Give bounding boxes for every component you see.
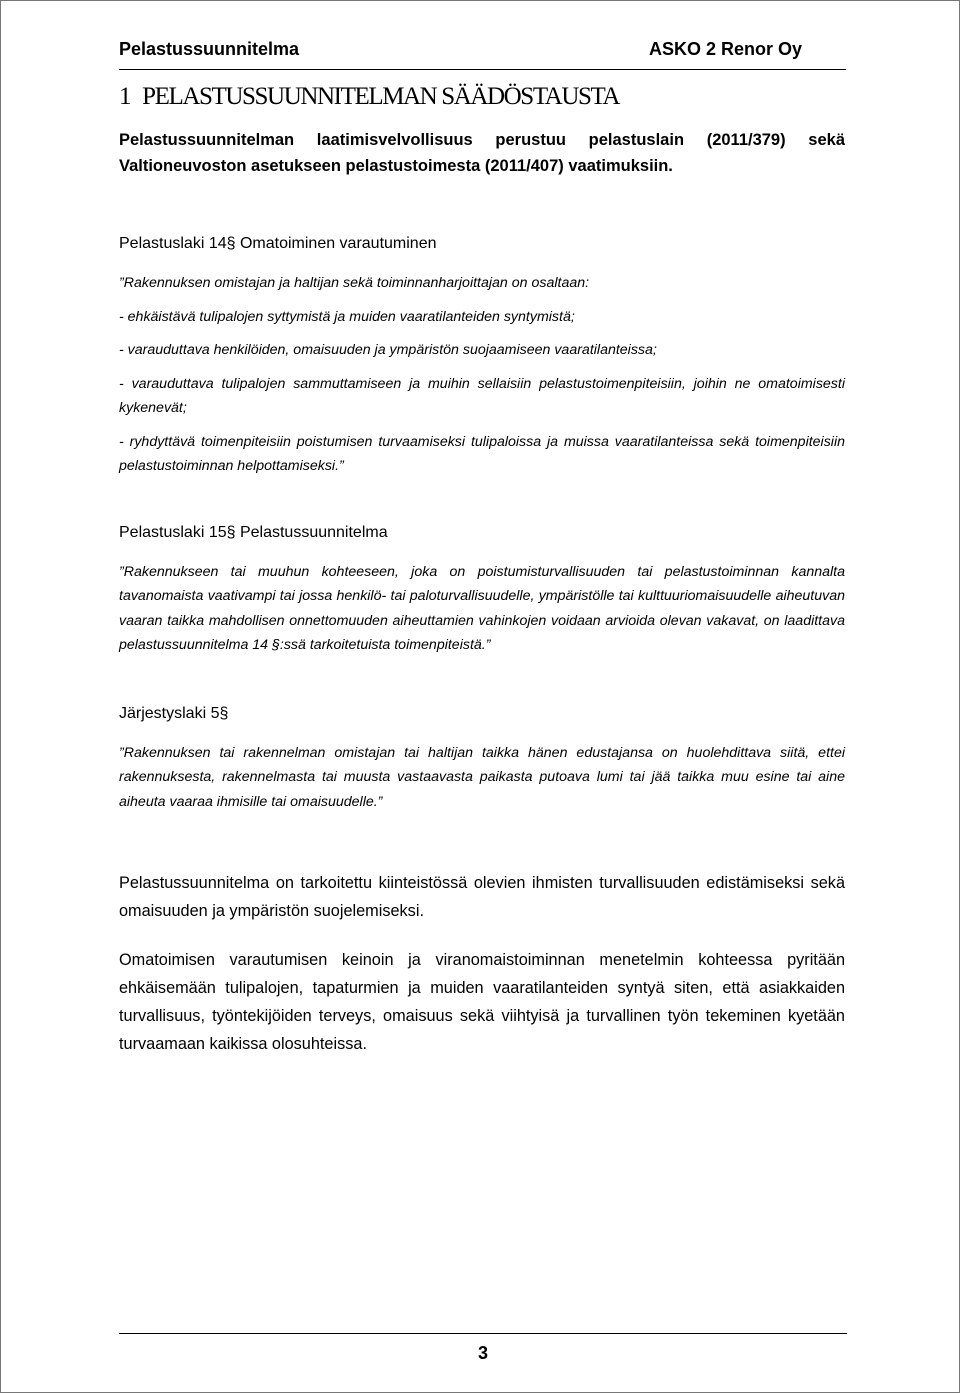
quote-paragraph: ”Rakennuksen tai rakennelman omistajan tai haltijan taikka hänen edustajansa on huolehdittava siitä, ettei rakennuksesta, rakennelmasta tai muusta vastaavasta paikasta putoava lumi tai jää taikka muu esine tai aine aiheuta vaaraa ihmisille tai omaisuudelle.” (119, 744, 845, 810)
page-content (119, 81, 845, 1079)
section-pelastuslaki-14 (119, 234, 845, 479)
footer-divider (119, 1333, 847, 1334)
section-heading: Järjestyslaki 5§ (119, 704, 229, 722)
body-paragraph: Pelastussuunnitelma on tarkoitettu kiinteistössä olevien ihmisten turvallisuuden edistämiseksi sekä omaisuuden ja ympäristön suojelemiseksi. (119, 874, 845, 920)
page-header (119, 39, 846, 70)
section-heading: Pelastuslaki 15§ Pelastussuunnitelma (119, 523, 388, 541)
chapter-number: 1 (119, 83, 131, 110)
quote-paragraph: ”Rakennukseen tai muuhun kohteeseen, joka on poistumisturvallisuuden tai pelastustoiminnan kannalta tavanomaista vaativampi tai jossa henkilö- tai paloturvallisuudelle, ympäristölle tai kulttuuriomaisuudelle aiheutuvan vaaran taikka mahdollisen onnettomuuden aiheuttamien vahinkojen voidaan arvioida olevan vakavat, on laadittava pelastussuunnitelma 14 §:ssä tarkoitetuista toimenpiteistä.” (119, 563, 845, 653)
quote-line: - ryhdyttävä toimenpiteisiin poistumisen turvaamiseksi tulipaloissa ja muissa vaaratilanteissa sekä toimenpiteisiin pelastustoiminnan helpottamiseksi.” (119, 433, 845, 474)
chapter-title: PELASTUSSUUNNITELMAN SÄÄDÖSTAUSTA (142, 83, 620, 110)
header-company-name: ASKO 2 Renor Oy (648, 39, 802, 59)
quote-line: - ehkäistävä tulipalojen syttymistä ja muiden vaaratilanteiden syntymistä; (119, 308, 575, 325)
section-pelastuslaki-15 (119, 523, 845, 658)
page-number: 3 (477, 1343, 488, 1363)
chapter-heading (119, 81, 845, 127)
quote-line: - varauduttava henkilöiden, omaisuuden ja ympäristön suojaamiseen vaaratilanteissa; (119, 342, 657, 358)
intro-paragraph: Pelastussuunnitelman laatimisvelvollisuus perustuu pelastuslain (2011/379) sekä Valtioneuvoston asetukseen pelastustoimesta (2011/407) vaatimuksiin. (119, 131, 845, 175)
body-paragraph: Omatoimisen varautumisen keinoin ja viranomaistoiminnan menetelmin kohteessa pyritään ehkäisemään tulipalojen, tapaturmien ja muiden vaaratilanteiden syntyä siten, että asiakkaiden turvallisuus, työntekijöiden terveys, omaisuus sekä viihtyisä ja turvallinen työn tekeminen kyetään turvaamaan kaikissa olosuhteissa. (119, 951, 845, 1053)
header-document-title: Pelastussuunnitelma (119, 39, 300, 59)
quote-line: - varauduttava tulipalojen sammuttamiseen ja muihin sellaisiin pelastustoimenpiteisiin, joihin ne omatoimisesti kykenevät; (119, 375, 845, 416)
section-jarjestyslaki-5 (119, 704, 845, 815)
section-heading: Pelastuslaki 14§ Omatoiminen varautuminen (119, 235, 437, 252)
quote-line: ”Rakennuksen omistajan ja haltijan sekä toiminnanharjoittajan on osaltaan: (119, 275, 590, 291)
